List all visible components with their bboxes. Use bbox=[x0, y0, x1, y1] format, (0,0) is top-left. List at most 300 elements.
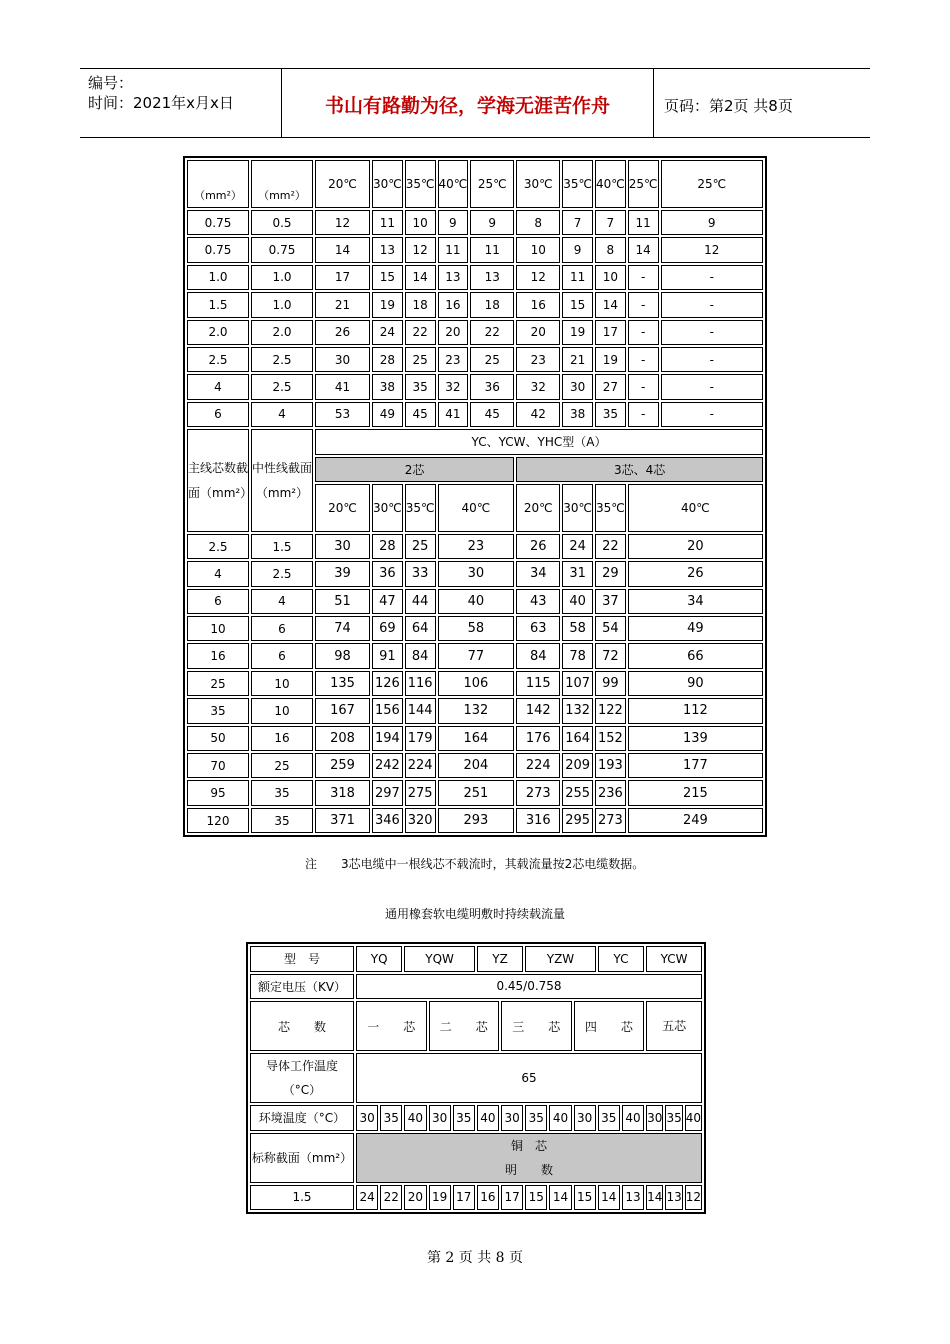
table-row bbox=[187, 561, 763, 586]
temp-header-cell: 40℃ bbox=[628, 484, 763, 532]
ambient-cell: 40 bbox=[622, 1105, 644, 1131]
data-cell: 43 bbox=[516, 589, 560, 614]
data-cell: 19 bbox=[429, 1185, 451, 1211]
ambient-cell: 30 bbox=[429, 1105, 451, 1131]
data-cell: 193 bbox=[595, 753, 626, 778]
data-cell: 275 bbox=[405, 780, 436, 805]
data-cell: 164 bbox=[438, 726, 515, 751]
data-cell: 90 bbox=[628, 671, 763, 696]
data-cell: 10 bbox=[251, 698, 313, 723]
ambient-cell: 30 bbox=[646, 1105, 663, 1131]
data-cell: 142 bbox=[516, 698, 560, 723]
data-cell: 30 bbox=[315, 347, 370, 372]
data-cell: 251 bbox=[438, 780, 515, 805]
data-cell: 95 bbox=[187, 780, 249, 805]
data-cell: 26 bbox=[628, 561, 763, 586]
data-cell: 30 bbox=[562, 374, 593, 399]
model-label: 型 号 bbox=[250, 946, 354, 972]
data-cell: 36 bbox=[372, 561, 403, 586]
data-cell: 17 bbox=[315, 265, 370, 290]
data-cell: 35 bbox=[251, 808, 313, 833]
data-cell: 77 bbox=[438, 643, 515, 668]
group-3-4core: 3芯、4芯 bbox=[516, 457, 763, 482]
data-cell: 14 bbox=[405, 265, 436, 290]
data-cell: 112 bbox=[628, 698, 763, 723]
data-cell: 41 bbox=[315, 374, 370, 399]
data-cell: 194 bbox=[372, 726, 403, 751]
data-cell: 23 bbox=[516, 347, 560, 372]
data-cell: 12 bbox=[661, 237, 764, 262]
data-cell: 144 bbox=[405, 698, 436, 723]
data-cell: 10 bbox=[595, 265, 626, 290]
data-cell: 16 bbox=[251, 726, 313, 751]
data-cell: 35 bbox=[251, 780, 313, 805]
data-cell: 53 bbox=[315, 402, 370, 427]
table-row bbox=[187, 292, 763, 317]
page-header bbox=[80, 68, 870, 138]
ambient-cell: 35 bbox=[665, 1105, 682, 1131]
group-2core: 2芯 bbox=[315, 457, 514, 482]
data-cell: 14 bbox=[598, 1185, 620, 1211]
data-cell: 255 bbox=[562, 780, 593, 805]
voltage-label: 额定电压（KV） bbox=[250, 974, 354, 1000]
table-row bbox=[187, 265, 763, 290]
data-cell: - bbox=[628, 292, 659, 317]
model-cell: YCW bbox=[646, 946, 702, 972]
data-cell: 6 bbox=[187, 402, 249, 427]
data-cell: 63 bbox=[516, 616, 560, 641]
data-cell: - bbox=[628, 402, 659, 427]
temp-header-cell: 35℃ bbox=[562, 160, 593, 208]
data-cell: 17 bbox=[501, 1185, 523, 1211]
data-cell: 40 bbox=[438, 589, 515, 614]
data-cell: 20 bbox=[438, 320, 469, 345]
table-row bbox=[187, 808, 763, 833]
data-cell: 18 bbox=[470, 292, 514, 317]
data-cell: 1.0 bbox=[251, 292, 313, 317]
data-cell: 2.5 bbox=[251, 374, 313, 399]
data-cell: 19 bbox=[562, 320, 593, 345]
main-core-label: 主线芯数截面（mm²） bbox=[187, 429, 249, 532]
table-row bbox=[187, 726, 763, 751]
data-cell: 346 bbox=[372, 808, 403, 833]
table-row bbox=[187, 780, 763, 805]
data-cell: 44 bbox=[405, 589, 436, 614]
open-label: 明 数 bbox=[504, 1162, 553, 1177]
data-cell: 26 bbox=[315, 320, 370, 345]
table-row bbox=[187, 589, 763, 614]
data-cell: 320 bbox=[405, 808, 436, 833]
table2-title: 通用橡套软电缆明敷时持续载流量 bbox=[384, 907, 565, 921]
data-cell: 25 bbox=[187, 671, 249, 696]
data-cell: 11 bbox=[562, 265, 593, 290]
data-cell: 33 bbox=[405, 561, 436, 586]
data-cell: 29 bbox=[595, 561, 626, 586]
data-cell: 14 bbox=[595, 292, 626, 317]
temp-header-cell: 30℃ bbox=[372, 160, 403, 208]
data-cell: - bbox=[628, 374, 659, 399]
data-cell: 15 bbox=[372, 265, 403, 290]
data-cell: 19 bbox=[595, 347, 626, 372]
data-cell: 0.5 bbox=[251, 210, 313, 235]
data-cell: 15 bbox=[525, 1185, 547, 1211]
data-cell: 99 bbox=[595, 671, 626, 696]
data-cell: 37 bbox=[595, 589, 626, 614]
data-cell: 224 bbox=[405, 753, 436, 778]
data-cell: 132 bbox=[438, 698, 515, 723]
ambient-row bbox=[250, 1105, 702, 1131]
data-cell: 20 bbox=[628, 534, 763, 559]
neutral-label: 中性线截面（mm²） bbox=[251, 429, 313, 532]
ambient-cell: 35 bbox=[380, 1105, 402, 1131]
data-cell: 22 bbox=[470, 320, 514, 345]
data-cell: 22 bbox=[405, 320, 436, 345]
data-cell: - bbox=[661, 265, 764, 290]
data-cell: 8 bbox=[516, 210, 560, 235]
data-cell: 25 bbox=[251, 753, 313, 778]
data-cell: 10 bbox=[187, 616, 249, 641]
temp-header-cell: 40℃ bbox=[438, 484, 515, 532]
data-cell: 14 bbox=[315, 237, 370, 262]
data-cell: 236 bbox=[595, 780, 626, 805]
data-cell: 2.5 bbox=[251, 561, 313, 586]
table-row bbox=[187, 210, 763, 235]
data-cell: 41 bbox=[438, 402, 469, 427]
model-cell: YC bbox=[598, 946, 644, 972]
data-cell: 1.5 bbox=[250, 1185, 354, 1211]
copper-open-cell bbox=[356, 1133, 702, 1183]
temp-header-cell: 25℃ bbox=[628, 160, 659, 208]
data-cell: 0.75 bbox=[187, 237, 249, 262]
data-cell: 12 bbox=[315, 210, 370, 235]
data-cell: 36 bbox=[470, 374, 514, 399]
data-cell: 98 bbox=[315, 643, 370, 668]
data-cell: 24 bbox=[372, 320, 403, 345]
data-cell: 132 bbox=[562, 698, 593, 723]
model-cell: YQW bbox=[404, 946, 475, 972]
data-cell: 0.75 bbox=[251, 237, 313, 262]
data-cell: 167 bbox=[315, 698, 370, 723]
ambient-cell: 40 bbox=[477, 1105, 499, 1131]
table-row bbox=[187, 753, 763, 778]
ambient-cell: 40 bbox=[404, 1105, 426, 1131]
table-row bbox=[187, 347, 763, 372]
copper-label: 铜 芯 bbox=[510, 1138, 547, 1153]
data-cell: 23 bbox=[438, 534, 515, 559]
ambient-cell: 35 bbox=[453, 1105, 475, 1131]
data-cell: 28 bbox=[372, 347, 403, 372]
section-row bbox=[250, 1133, 702, 1183]
data-cell: 66 bbox=[628, 643, 763, 668]
cores-cell: 四 芯 bbox=[574, 1001, 645, 1051]
data-cell: 49 bbox=[628, 616, 763, 641]
section-label: 标称截面（mm²） bbox=[250, 1133, 354, 1183]
data-cell: 30 bbox=[315, 534, 370, 559]
table-row bbox=[187, 374, 763, 399]
data-cell: 47 bbox=[372, 589, 403, 614]
table-note: 注 3芯电缆中一根线芯不载流时，其载流量按2芯电缆数据。 bbox=[305, 857, 645, 871]
data-cell: 7 bbox=[562, 210, 593, 235]
data-cell: 25 bbox=[470, 347, 514, 372]
data-cell: 84 bbox=[405, 643, 436, 668]
temp-header-cell: 20℃ bbox=[516, 484, 560, 532]
data-cell: 49 bbox=[372, 402, 403, 427]
data-cell: 13 bbox=[438, 265, 469, 290]
data-cell: 12 bbox=[685, 1185, 702, 1211]
data-cell: 371 bbox=[315, 808, 370, 833]
ambient-label: 环境温度（°C） bbox=[250, 1105, 354, 1131]
temp-header-cell: 30℃ bbox=[372, 484, 403, 532]
data-cell: 11 bbox=[438, 237, 469, 262]
cores-cell: 一 芯 bbox=[356, 1001, 427, 1051]
conductor-temp-row bbox=[250, 1053, 702, 1103]
data-cell: 176 bbox=[516, 726, 560, 751]
data-cell: 58 bbox=[438, 616, 515, 641]
data-cell: 126 bbox=[372, 671, 403, 696]
data-cell: 31 bbox=[562, 561, 593, 586]
data-cell: 242 bbox=[372, 753, 403, 778]
data-cell: 2.5 bbox=[251, 347, 313, 372]
table-row bbox=[187, 616, 763, 641]
data-cell: 273 bbox=[516, 780, 560, 805]
data-cell: 32 bbox=[516, 374, 560, 399]
data-cell: 42 bbox=[516, 402, 560, 427]
section-header-row bbox=[187, 429, 763, 454]
model-row bbox=[250, 946, 702, 972]
data-cell: 10 bbox=[516, 237, 560, 262]
header-meta bbox=[88, 73, 234, 113]
data-cell: 21 bbox=[315, 292, 370, 317]
data-cell: 6 bbox=[187, 589, 249, 614]
data-cell: 224 bbox=[516, 753, 560, 778]
data-cell: 2.5 bbox=[187, 347, 249, 372]
data-cell: 78 bbox=[562, 643, 593, 668]
data-cell: 45 bbox=[405, 402, 436, 427]
data-cell: 204 bbox=[438, 753, 515, 778]
time-label: 时间：2021年x月x日 bbox=[88, 94, 234, 112]
data-cell: 10 bbox=[251, 671, 313, 696]
data-cell: - bbox=[628, 265, 659, 290]
data-cell: 1.5 bbox=[187, 292, 249, 317]
data-cell: 14 bbox=[549, 1185, 571, 1211]
data-cell: - bbox=[661, 374, 764, 399]
ampacity-table-2 bbox=[246, 942, 706, 1214]
data-cell: 34 bbox=[516, 561, 560, 586]
data-cell: 11 bbox=[628, 210, 659, 235]
temp-header-cell: 35℃ bbox=[595, 484, 626, 532]
ambient-cell: 35 bbox=[598, 1105, 620, 1131]
data-cell: 4 bbox=[251, 402, 313, 427]
cores-cell: 五芯 bbox=[646, 1001, 702, 1051]
table-row bbox=[250, 1185, 702, 1211]
data-cell: 69 bbox=[372, 616, 403, 641]
data-cell: 164 bbox=[562, 726, 593, 751]
data-cell: - bbox=[661, 402, 764, 427]
data-cell: 38 bbox=[562, 402, 593, 427]
data-cell: 16 bbox=[516, 292, 560, 317]
model-cell: YZW bbox=[525, 946, 596, 972]
data-cell: 74 bbox=[315, 616, 370, 641]
data-cell: 17 bbox=[595, 320, 626, 345]
cores-cell: 三 芯 bbox=[501, 1001, 572, 1051]
data-cell: 16 bbox=[477, 1185, 499, 1211]
code-label: 编号： bbox=[88, 74, 134, 92]
data-cell: 16 bbox=[187, 643, 249, 668]
temp-header-cell: 30℃ bbox=[516, 160, 560, 208]
data-cell: 22 bbox=[595, 534, 626, 559]
conductor-temp-value: 65 bbox=[356, 1053, 702, 1103]
data-cell: 34 bbox=[628, 589, 763, 614]
data-cell: 249 bbox=[628, 808, 763, 833]
data-cell: 24 bbox=[356, 1185, 378, 1211]
data-cell: 58 bbox=[562, 616, 593, 641]
data-cell: 20 bbox=[404, 1185, 426, 1211]
ambient-cell: 30 bbox=[574, 1105, 596, 1131]
table-row bbox=[187, 237, 763, 262]
data-cell: 72 bbox=[595, 643, 626, 668]
data-cell: 9 bbox=[438, 210, 469, 235]
data-cell: 6 bbox=[251, 616, 313, 641]
data-cell: - bbox=[661, 292, 764, 317]
data-cell: 16 bbox=[438, 292, 469, 317]
data-cell: 177 bbox=[628, 753, 763, 778]
data-cell: 91 bbox=[372, 643, 403, 668]
data-cell: 2.0 bbox=[251, 320, 313, 345]
table-header-row bbox=[187, 160, 763, 208]
data-cell: 152 bbox=[595, 726, 626, 751]
data-cell: 2.0 bbox=[187, 320, 249, 345]
data-cell: 297 bbox=[372, 780, 403, 805]
data-cell: 106 bbox=[438, 671, 515, 696]
model-cell: YZ bbox=[477, 946, 523, 972]
data-cell: 12 bbox=[405, 237, 436, 262]
data-cell: 107 bbox=[562, 671, 593, 696]
data-cell: 139 bbox=[628, 726, 763, 751]
data-cell: 28 bbox=[372, 534, 403, 559]
data-cell: 22 bbox=[380, 1185, 402, 1211]
page-footer: 第 2 页 共 8 页 bbox=[426, 1250, 524, 1266]
data-cell: 38 bbox=[372, 374, 403, 399]
data-cell: 7 bbox=[595, 210, 626, 235]
data-cell: 50 bbox=[187, 726, 249, 751]
data-cell: 122 bbox=[595, 698, 626, 723]
ambient-cell: 30 bbox=[501, 1105, 523, 1131]
data-cell: 13 bbox=[622, 1185, 644, 1211]
data-cell: 9 bbox=[661, 210, 764, 235]
data-cell: 295 bbox=[562, 808, 593, 833]
data-cell: 316 bbox=[516, 808, 560, 833]
data-cell: 21 bbox=[562, 347, 593, 372]
data-cell: 116 bbox=[405, 671, 436, 696]
data-cell: 23 bbox=[438, 347, 469, 372]
data-cell: 70 bbox=[187, 753, 249, 778]
data-cell: 14 bbox=[646, 1185, 663, 1211]
ambient-cell: 40 bbox=[685, 1105, 702, 1131]
data-cell: 51 bbox=[315, 589, 370, 614]
data-cell: 54 bbox=[595, 616, 626, 641]
data-cell: 156 bbox=[372, 698, 403, 723]
data-cell: 13 bbox=[470, 265, 514, 290]
ambient-cell: 35 bbox=[525, 1105, 547, 1131]
data-cell: 4 bbox=[187, 561, 249, 586]
temp-header-cell: 40℃ bbox=[438, 160, 469, 208]
data-cell: 12 bbox=[516, 265, 560, 290]
data-cell: 11 bbox=[470, 237, 514, 262]
data-cell: 25 bbox=[405, 534, 436, 559]
table-row bbox=[187, 671, 763, 696]
data-cell: 318 bbox=[315, 780, 370, 805]
data-cell: 35 bbox=[595, 402, 626, 427]
table-row bbox=[187, 698, 763, 723]
data-cell: 27 bbox=[595, 374, 626, 399]
data-cell: 14 bbox=[628, 237, 659, 262]
data-cell: 215 bbox=[628, 780, 763, 805]
header-page-info: 页码：第2页 共8页 bbox=[664, 97, 793, 115]
data-cell: - bbox=[628, 347, 659, 372]
main-unit-cell: （mm²） bbox=[187, 160, 249, 208]
data-cell: 25 bbox=[405, 347, 436, 372]
temp-header-cell: 20℃ bbox=[315, 160, 370, 208]
data-cell: - bbox=[661, 320, 764, 345]
voltage-row bbox=[250, 974, 702, 1000]
data-cell: 135 bbox=[315, 671, 370, 696]
header-motto: 书山有路勤为径，学海无涯苦作舟 bbox=[324, 95, 610, 117]
data-cell: 1.0 bbox=[187, 265, 249, 290]
data-cell: 209 bbox=[562, 753, 593, 778]
ampacity-table-1 bbox=[183, 156, 767, 837]
temp-header-cell: 35℃ bbox=[405, 484, 436, 532]
data-cell: 9 bbox=[562, 237, 593, 262]
data-cell: 11 bbox=[372, 210, 403, 235]
voltage-value: 0.45/0.758 bbox=[356, 974, 702, 1000]
data-cell: 15 bbox=[562, 292, 593, 317]
data-cell: - bbox=[661, 347, 764, 372]
data-cell: 6 bbox=[251, 643, 313, 668]
data-cell: 35 bbox=[187, 698, 249, 723]
table-row bbox=[187, 320, 763, 345]
model-cell: YQ bbox=[356, 946, 402, 972]
ambient-cell: 40 bbox=[549, 1105, 571, 1131]
data-cell: 39 bbox=[315, 561, 370, 586]
data-cell: 273 bbox=[595, 808, 626, 833]
data-cell: 20 bbox=[516, 320, 560, 345]
ambient-cell: 30 bbox=[356, 1105, 378, 1131]
data-cell: 26 bbox=[516, 534, 560, 559]
data-cell: 32 bbox=[438, 374, 469, 399]
temp-header-cell: 35℃ bbox=[405, 160, 436, 208]
data-cell: 293 bbox=[438, 808, 515, 833]
data-cell: 13 bbox=[372, 237, 403, 262]
data-cell: 120 bbox=[187, 808, 249, 833]
temp-header-cell: 40℃ bbox=[595, 160, 626, 208]
data-cell: 1.0 bbox=[251, 265, 313, 290]
data-cell: 35 bbox=[405, 374, 436, 399]
data-cell: 4 bbox=[251, 589, 313, 614]
table-row bbox=[187, 643, 763, 668]
temp-header-cell: 20℃ bbox=[315, 484, 370, 532]
table-row bbox=[187, 402, 763, 427]
data-cell: 115 bbox=[516, 671, 560, 696]
table-row bbox=[187, 534, 763, 559]
data-cell: 0.75 bbox=[187, 210, 249, 235]
data-cell: 2.5 bbox=[187, 534, 249, 559]
temp-header-cell: 25℃ bbox=[661, 160, 764, 208]
temp-header-cell: 25℃ bbox=[470, 160, 514, 208]
data-cell: 179 bbox=[405, 726, 436, 751]
data-cell: 4 bbox=[187, 374, 249, 399]
conductor-temp-label: 导体工作温度（°C） bbox=[250, 1053, 354, 1103]
data-cell: 8 bbox=[595, 237, 626, 262]
